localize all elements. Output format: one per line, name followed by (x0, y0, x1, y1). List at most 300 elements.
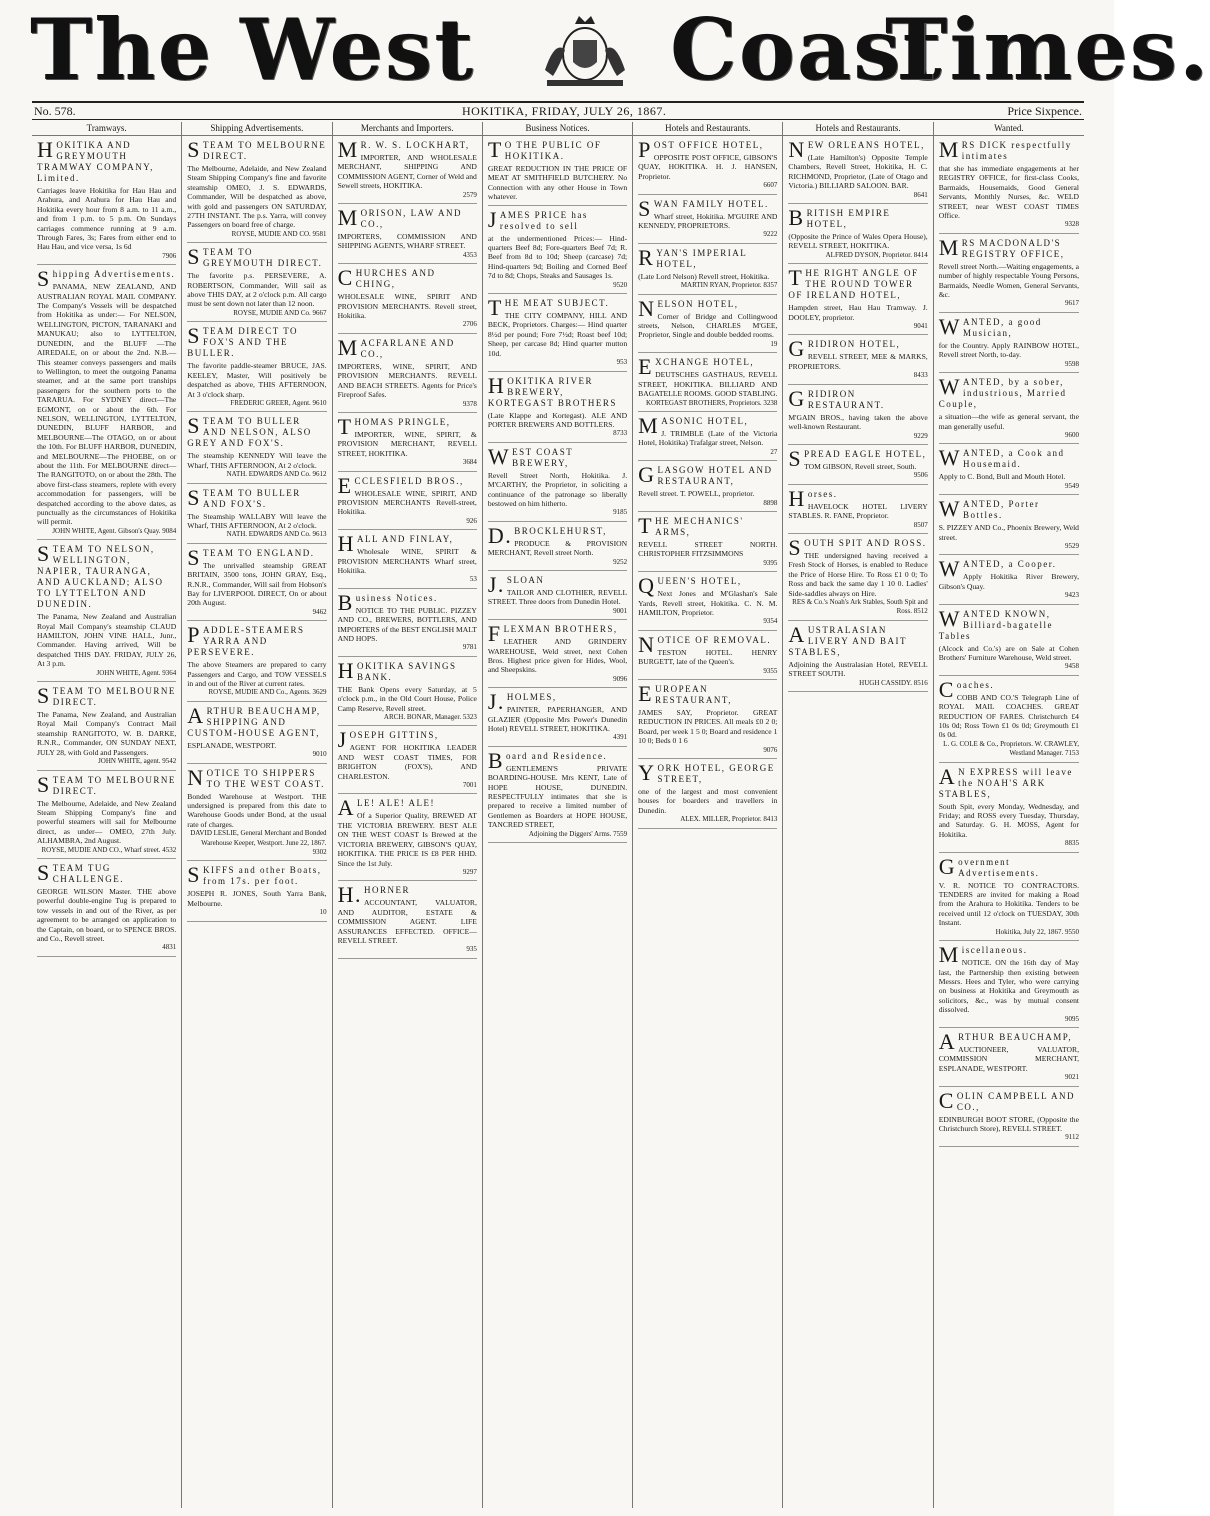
advertisement-reference: HUGH CASSIDY. 8516 (859, 678, 928, 687)
advertisement-title: YORK HOTEL, GEORGE STREET, (638, 760, 775, 786)
advertisement-reference: JOHN WHITE, agent. 9542 (98, 757, 177, 766)
advertisement-title: MRS DICK respectfully intimates (938, 137, 1072, 162)
advertisement (938, 556, 1079, 604)
advertisement-body: (Late Klappe and Kortegast). ALE AND PORTER BREWERS AND BOTTLERS. (487, 410, 628, 429)
column-header: Hotels and Restaurants. (633, 122, 782, 136)
advertisement-reference: 27 (770, 447, 778, 456)
issue-number: No. 578. (34, 104, 76, 118)
advertisement-body: one of the largest and most convenient houses for boarders and travellers in Dunedin. (638, 787, 778, 815)
advertisement-body: The Panama, New Zealand, and Australian Royal Mail Company's Contract Mail steamship RANGITOTO, W. B. DARKE, R.N.R., Commander, ON SUNDAY NEXT, JULY 28, with Gold and Passengers. (37, 710, 177, 757)
advertisement-title: SKIFFS and other Boats, from 17s. per foot. (187, 862, 322, 888)
advertisement-title: MACFARLANE AND CO., (337, 334, 455, 360)
place-and-date: HOKITIKA, FRIDAY, JULY 26, 1867. (462, 104, 667, 118)
advertisement-body: REVELL STREET NORTH. CHRISTOPHER FITZSIMMONS (638, 539, 778, 559)
advertisement-body: Revell street North.—Waiting engagements, a number of highly respectable Young Persons, Barmaids, Needle Women, General Servants, &c. (938, 261, 1079, 300)
dateline (32, 101, 1084, 120)
advertisement-title: H.HORNER (337, 882, 410, 908)
advertisement-title: ALE! ALE! ALE! (337, 795, 435, 821)
advertisement-reference: 7906 (162, 251, 177, 260)
advertisement-title: BRITISH EMPIRE HOTEL, (788, 205, 891, 231)
advertisement-body: IMPORTER, AND WHOLESALE MERCHANT, SHIPPING AND COMMISSION AGENT, Corner of Weld and Sewell streets, HOKITIKA. (337, 153, 477, 191)
advertisement-title: Coaches. (938, 676, 995, 702)
column-header: Hotels and Restaurants. (783, 122, 932, 136)
advertisement (487, 621, 628, 688)
advertisement (938, 137, 1079, 234)
advertisement-body: WHOLESALE WINE, SPIRIT AND PROVISION MERCHANTS. Revell street, Hokitika. (337, 292, 477, 321)
advertisement-reference: ROYSE, MUDIE AND CO., Wharf street. 4532 (41, 845, 177, 854)
advertisement-body: THE undersigned having received a Fresh Stock of Horses, is enabled to Reduce the Price of Horse Hire. To Ross £1 0 0; To Ross and back the same day 1 10 0. Ladies' Side-saddles always on Hire. (788, 550, 928, 598)
advertisement-reference: 8641 (913, 190, 928, 199)
advertisement-title: STEAM TUG CHALLENGE. (37, 859, 124, 885)
advertisement (187, 137, 327, 243)
advertisement-body: The steamship KENNEDY Will leave the Wharf, THIS AFTERNOON, At 2 o'clock. (187, 451, 327, 470)
advertisement (788, 445, 928, 485)
advertisement-title: TO THE PUBLIC OF HOKITIKA. (487, 137, 602, 162)
advertisement (938, 1087, 1079, 1147)
advertisement (337, 882, 477, 958)
advertisement-title: WANTED, by a sober, industrious, Married Couple, (938, 374, 1067, 410)
advertisement-body: AUCTIONEER, VALUATOR, COMMISSION MERCHANT, ESPLANADE, WESTPORT. (938, 1044, 1079, 1073)
advertisement-title: Board and Residence. (487, 747, 608, 773)
column-header: Merchants and Importers. (333, 122, 482, 136)
advertisement-title: Business Notices. (337, 589, 438, 615)
advertisement (788, 137, 928, 204)
advertisement (788, 265, 928, 335)
advertisement-title: SPREAD EAGLE HOTEL, (788, 445, 927, 471)
advertisement-body: IMPORTERS, WINE, SPIRIT, AND PROVISION MERCHANTS. REVELL AND BEACH STREETS. Agents for Price's Fireproof Safes. (337, 361, 477, 400)
advertisement-title: AUSTRALASIAN LIVERY AND BAIT STABLES, (788, 621, 907, 657)
advertisement-reference: 19 (770, 339, 778, 348)
advertisement-title: EUROPEAN RESTAURANT, (638, 681, 732, 706)
advertisement-title: J.SLOAN (487, 571, 545, 597)
advertisement-title: ECCLESFIELD BROS., (337, 472, 464, 498)
advertisement-body: Revell Street North, Hokitika. J. M'CARTHY, the Proprietor, in soliciting a continuance of the patronage so liberally bestowed on him hitherto. (487, 470, 628, 508)
advertisement-body: Hampden street, Hau Hau Tramway. J. DOOLEY, proprietor. (788, 303, 928, 322)
advertisement-title: STEAM TO ENGLAND. (187, 544, 315, 570)
advertisement (638, 681, 778, 759)
advertisement-reference: 9462 (312, 607, 327, 616)
advertisement-reference: 9185 (613, 508, 628, 517)
advertisement-body: that she has immediate engagements at her REGISTRY OFFICE, for first-class Cooks, Barmaids, Housemaids, Good General Servants, Monthly Nurses, &c. WELD STREET, near WEST COAST TIMES Office. (938, 164, 1079, 221)
column-4 (483, 122, 633, 1508)
advertisement (638, 760, 778, 829)
advertisement-title: EXCHANGE HOTEL, (638, 354, 755, 380)
column-header: Shipping Advertisements. (182, 122, 331, 136)
advertisement (337, 727, 477, 794)
advertisement-body: JOSEPH R. JONES, South Yarra Bank, Melbourne. (187, 889, 327, 908)
advertisement-body: (Alcock and Co.'s) are on Sale at Cohen Brothers' Furniture Warehouse, Weld street. (938, 643, 1079, 662)
advertisement (788, 385, 928, 445)
advertisement-body: TESTON HOTEL. HENRY BURGETT, late of the Queen's. (638, 647, 778, 667)
advertisement (638, 195, 778, 244)
advertisement-title: GRIDIRON HOTEL, (788, 336, 901, 362)
advertisement-reference: 9458 (1064, 662, 1079, 671)
advertisement-reference: ARCH. BONAR, Manager. 5323 (383, 713, 477, 722)
column-1 (32, 122, 182, 1508)
advertisement (938, 763, 1079, 853)
advertisement-title: HALL AND FINLAY, (337, 531, 454, 557)
advertisement-title: Miscellaneous. (938, 942, 1028, 968)
advertisement-reference: 4831 (162, 943, 177, 952)
advertisement-body: South Spit, every Monday, Wednesday, and Friday; and ROSS every Tuesday, Thursday, and Saturday. G. H. MOSS, Agent for Hokitika. (938, 801, 1079, 839)
advertisement-title: THOMAS PRINGLE, (337, 413, 451, 439)
advertisement (788, 534, 928, 621)
advertisement-body: WHOLESALE WINE, SPIRIT, AND PROVISION MERCHANTS Revell-street, Hokitika. (337, 488, 477, 517)
advertisement (487, 443, 628, 522)
advertisement (337, 205, 477, 264)
advertisement-reference: 4391 (613, 733, 628, 742)
advertisement (187, 323, 327, 412)
advertisement-title: SOUTH SPIT AND ROSS. (788, 534, 927, 560)
advertisement-body: AGENT FOR HOKITIKA LEADER AND WEST COAST TIMES, FOR BRIGHTON (FOX'S), AND CHARLESTON. (337, 743, 477, 781)
advertisement-title: WANTED, a Cooper. (938, 556, 1057, 582)
advertisement-reference: 9041 (913, 322, 928, 331)
advertisement-body: JAMES SAY, Proprietor. GREAT REDUCTION IN PRICES. All meals £0 2 0; Board, per week 1 5 0; Board and residence 1 10 0; Beds 0 1 6 (638, 708, 778, 746)
advertisement-body: IMPORTERS, COMMISSION AND SHIPPING AGENTS, WHARF STREET. (337, 232, 477, 251)
advertisement-reference: ALEX. MILLER, Proprietor. 8413 (680, 815, 778, 824)
advertisement-body: NOTICE TO THE PUBLIC. PIZZEY AND CO., BREWERS, BOTTLERS, AND IMPORTERS of the BEST ENGLISH MALT AND HOPS. (337, 605, 477, 643)
advertisement-reference: NATH. EDWARDS AND Co. 9612 (226, 470, 327, 479)
advertisement-body: (Late Hamilton's) Opposite Temple Chambers, Revell Street, Hokitika, H. C. RICHMOND, Proprietor, (Late of Otago and Victoria.) BILLIARD SALOON. BAR. (788, 153, 928, 191)
column-5 (633, 122, 783, 1508)
advertisement-reference: 9378 (462, 399, 477, 408)
advertisement-reference: L. G. COLE & Co., Proprietors. W. CRAWLEY, Westland Manager. 7153 (943, 739, 1079, 758)
advertisement-reference: 9600 (1064, 430, 1079, 439)
advertisement-reference: 9297 (462, 867, 477, 876)
advertisement-title: WANTED KNOWN, Billiard-bagatelle Tables (938, 605, 1053, 641)
advertisement-reference: 9021 (1064, 1073, 1079, 1082)
advertisement-body: PRODUCE & PROVISION MERCHANT, Revell street North. (487, 538, 628, 558)
advertisement-title: WANTED, a good Musician, (938, 313, 1042, 339)
advertisement (187, 702, 327, 764)
advertisement-reference: Adjoining the Diggers' Arms. 7559 (528, 829, 628, 838)
advertisement-title: Horses. (788, 485, 838, 511)
advertisement (187, 413, 327, 483)
advertisement (37, 541, 177, 682)
masthead-word-3: Coast (670, 0, 944, 99)
advertisement-body: THE Bank Opens every Saturday, at 5 o'clock p.m., in the Old Court House, Police Camp Reserve, Revell street. (337, 684, 477, 713)
advertisement-reference: 9001 (613, 606, 628, 615)
advertisement (187, 622, 327, 702)
advertisement-title: MORISON, LAW AND CO., (337, 205, 462, 231)
advertisement-reference: JOHN WHITE, Agent. 9364 (96, 668, 177, 677)
advertisement (638, 462, 778, 512)
advertisement (638, 512, 778, 572)
advertisement-body: The favorite p.s. PERSEVERE, A. ROBERTSON, Commander, Will sail as above THIS DAY, at 2 o'clock p.m. All cargo must be sent down not later than 12 noon. (187, 271, 327, 309)
advertisement-title: THE MECHANICS' ARMS, (638, 512, 744, 538)
column-6 (783, 122, 933, 1508)
column-3 (333, 122, 483, 1508)
advertisement-body: for the Country. Apply RAINBOW HOTEL, Revell street North, to-day. (938, 340, 1079, 360)
advertisement (487, 522, 628, 571)
advertisement-body: The above Steamers are prepared to carry Passengers and Cargo, and TOW VESSELS in and out of the River at current rates. (187, 660, 327, 688)
advertisement-title: ARTHUR BEAUCHAMP, (938, 1028, 1073, 1054)
advertisement-body: The favorite paddle-steamer BRUCE, JAS. KEELEY, Master, Will positively be despatched as above, THIS AFTERNOON, At 3 o'clock sharp. (187, 361, 327, 399)
advertisement-body: NOTICE. ON the 16th day of May last, the Partnership then existing between Messrs. Hees and Tyler, who were carrying on business at Hokitika and Greymouth as solicitors, &c., was by mutual consent dissolved. (938, 958, 1079, 1015)
advertisement-reference: 8733 (613, 429, 628, 438)
advertisement (487, 747, 628, 843)
advertisement-reference: 9222 (763, 230, 778, 239)
advertisement-body: ESPLANADE, WESTPORT. (187, 740, 277, 750)
masthead (30, 0, 1210, 99)
advertisement-reference: 8507 (913, 520, 928, 529)
advertisement (788, 485, 928, 534)
advertisement-reference: Hokitika, July 22, 1867. 9550 (995, 927, 1079, 936)
advertisement (37, 771, 177, 859)
advertisement-title: STEAM TO NELSON, WELLINGTON, NAPIER, TAURANGA, AND AUCKLAND; ALSO TO LYTTELTON AND DUNEDIN. (37, 541, 164, 610)
advertisement (938, 445, 1079, 495)
advertisement-title: RYAN'S IMPERIAL HOTEL, (638, 244, 747, 270)
advertisement-title: MRS MACDONALD'S REGISTRY OFFICE, (938, 234, 1065, 260)
advertisement-body: DEUTSCHES GASTHAUS, REVELL STREET, HOKITIKA. BILLIARD AND BAGATELLE ROOMS. GOOD STABLING. (638, 370, 778, 399)
advertisement-body: Adjoining the Australasian Hotel, REVELL STREET SOUTH. (788, 659, 928, 679)
advertisement-reference: 9095 (1064, 1014, 1079, 1023)
advertisement (337, 795, 477, 881)
advertisement (187, 764, 327, 862)
advertisement-reference: 6607 (763, 181, 778, 190)
column-header: Wanted. (934, 122, 1084, 136)
advertisement-body: OPPOSITE POST OFFICE, GIBSON'S QUAY, HOKITIKA. H. J. HANSEN, Proprietor. (638, 153, 778, 181)
advertisement-title: STEAM TO BULLER AND NELSON, ALSO GREY AND FOX'S. (187, 413, 312, 449)
advertisement-body: The Panama, New Zealand and Australian Royal Mail Company's steamship CLAUD HAMILTON, JOHN VINE HALL, Junr., Commander. Having arrived, Will be despatched THIS DAY. FRIDAY, JULY 26, At 3 p.m. (37, 612, 177, 669)
advertisement (938, 676, 1079, 763)
advertisement-reference: 9506 (913, 471, 928, 480)
advertisement (337, 137, 477, 204)
advertisement-body: IMPORTER, WINE, SPIRIT, & PROVISION MERCHANT, REVELL STREET, HOKITIKA. (337, 429, 477, 458)
advertisement-title: SWAN FAMILY HOTEL. (638, 195, 769, 221)
advertisement (337, 265, 477, 334)
advertisement-reference: 9252 (613, 557, 628, 566)
advertisement (938, 234, 1079, 313)
advertisement-reference: JOHN WHITE, Agent. Gibson's Quay. 9084 (52, 526, 177, 535)
advertisement-body: a situation—the wife as general servant, the man generally useful. (938, 412, 1079, 431)
advertisement-title: THE MEAT SUBJECT. (487, 295, 610, 321)
advertisement-body: PAINTER, PAPERHANGER, AND GLAZIER (Opposite Mrs Power's Dunedin Hotel) REVELL STREET, HOKITIKA. (487, 705, 628, 734)
advertisement-title: QUEEN'S HOTEL, (638, 573, 742, 599)
advertisement-body: Apply Hokitika River Brewery, Gibson's Quay. (938, 572, 1079, 591)
advertisement (187, 244, 327, 322)
advertisement (187, 484, 327, 544)
advertisement (487, 372, 628, 443)
advertisement-body: V. R. NOTICE TO CONTRACTORS. TENDERS are invited for making a Road from the Arahura to Hokitika. Tenders to be received until 12 o'clock on TUESDAY, 30th Instant. (938, 880, 1079, 928)
advertisement-title: JAMES PRICE has resolved to sell (487, 206, 588, 232)
advertisement-reference: MARTIN RYAN, Proprietor. 8357 (680, 281, 778, 290)
advertisement-title: NOTICE OF REMOVAL. (638, 631, 772, 657)
advertisement-body: Wharf street, Hokitika. M'GUIRE AND KENNEDY, PROPRIETORS. (638, 211, 778, 231)
advertisement-reference: 9229 (913, 431, 928, 440)
advertisement-body: ACCOUNTANT, VALUATOR, AND AUDITOR, ESTATE & COMMISSION AGENT. LIFE ASSURANCES EFFECTED. OFFICE—REVELL STREET. (337, 898, 477, 945)
advertisement-title: NEW ORLEANS HOTEL, (788, 137, 925, 162)
advertisement (337, 531, 477, 589)
advertisement-title: MASONIC HOTEL, (638, 412, 749, 438)
advertisement-title: FLEXMAN BROTHERS, (487, 621, 618, 647)
advertisement-body: REVELL STREET, MEE & MARKS, PROPRIETORS. (788, 352, 928, 371)
column-header: Tramways. (32, 122, 181, 136)
advertisement (487, 137, 628, 206)
advertisement-reference: 7001 (462, 781, 477, 790)
advertisement-reference: 9010 (312, 750, 327, 759)
advertisement-body: The Melbourne, Adelaide, and New Zealand Steam Shipping Company's fine and favorite steamship OMEO, J. S. EDWARDS, Commander, Will be despatched as above, with gold and passengers ON SATURDAY, 27TH INSTANT. The p.s. Yarra, will convey Passengers on board free of charge. (187, 164, 327, 230)
advertisement-reference: 9598 (1064, 359, 1079, 368)
advertisement-title: NELSON HOTEL, (638, 295, 739, 321)
advertisement-reference: 3684 (462, 458, 477, 467)
advertisement-title: NOTICE TO SHIPPERS TO THE WEST COAST. (187, 764, 325, 790)
advertisement-body: GENTLEMEN'S PRIVATE BOARDING-HOUSE. Mrs KENT, Late of HOPE HOUSE, DUNEDIN. RESPECTFULLY intimates that she is prepared to receive a limited number of Gentlemen as Boarders at HOPE HOUSE, TANCRED STREET, (487, 763, 628, 830)
advertisement (337, 334, 477, 413)
advertisement (487, 571, 628, 620)
advertisement-body: LEATHER AND GRINDERY WAREHOUSE, Weld street, next Cohen Bros. Highest price given for Hides, Wool, and Sheepskins. (487, 637, 628, 675)
advertisement-reference: 9328 (1064, 220, 1079, 229)
advertisement (638, 354, 778, 412)
advertisement-body: THE CITY COMPANY, HILL AND BECK, Proprietors. Charges:— Hind quarter 8½d per pound; Fore 7½d; Roast beef 10d; Sheep, per carcase 8d; Hind quarter mutton 10d. (487, 311, 628, 358)
advertisement-reference: 2706 (462, 320, 477, 329)
advertisement-title: HOKITIKA SAVINGS BANK. (337, 657, 457, 683)
advertisement-reference: 9112 (1065, 1133, 1079, 1142)
advertisement (187, 862, 327, 921)
advertisement (37, 266, 177, 540)
advertisement-reference: DAVID LESLIE, General Merchant and Bonded Warehouse Keeper, Westport. June 22, 1867. 9302 (190, 829, 327, 857)
advertisement-title: GLASGOW HOTEL AND RESTAURANT, (638, 462, 773, 488)
advertisement (638, 244, 778, 295)
advertisement-body: Wholesale WINE, SPIRIT & PROVISION MERCHANTS Wharf street, Hokitika. (337, 547, 477, 575)
advertisement-body: Of a Superior Quality, BREWED AT THE VICTORIA BREWERY. BEST ALE ON THE WEST COAST Is Brewed at the VICTORIA BREWERY, GIBSON'S QUAY, HOKITIKA. THE PRICE IS £8 PER HHD. Since the 1st July. (337, 811, 477, 868)
advertisement-reference: 935 (466, 945, 477, 954)
advertisement-title: STEAM DIRECT TO FOX'S AND THE BULLER. (187, 323, 299, 359)
advertisement-body: J. TRIMBLE (Late of the Victoria Hotel, Hokitika) Trafalgar street, Nelson. (638, 428, 778, 448)
advertisement (638, 295, 778, 354)
advertisement-body: HAVELOCK HOTEL LIVERY STABLES. R. FANE, Proprietor. (788, 501, 928, 521)
advertisement (37, 683, 177, 770)
advertisement (487, 206, 628, 294)
advertisement (938, 313, 1079, 373)
advertisement (788, 621, 928, 692)
advertisement-body: TOM GIBSON, Revell street, South. (804, 461, 917, 471)
advertisement-reference: 9529 (1064, 541, 1079, 550)
advertisement-body: at the undermentioned Prices:— Hind-quarters Beef 8d; Fore-quarters Beef 7d; R. Beef from 8d to 10d; Sheep (carcase) 7d; Hind-quarters 9d; Boiling and Corned Beef 7d to 8d; Chops, Steaks and Sausages 1s. (487, 233, 628, 281)
advertisement-reference: 9423 (1064, 591, 1079, 600)
advertisement (187, 544, 327, 621)
advertisement-title: GRIDIRON RESTAURANT. (788, 385, 885, 411)
advertisement-body: Carriages leave Hokitika for Hau Hau and Arahura, and Arahura for Hau Hau and Hokitika every hour from 8 a.m. to 11 a.m., and from 1 p.m. to 5 p.m. On Sundays carriages commence running at 9 a.m. Through Fares, 3s; Fares from either end to Hau Hau, and vice versa, 1s 6d (37, 186, 177, 252)
advertisement (337, 657, 477, 727)
advertisement-reference: ALFRED DYSON, Proprietor. 8414 (825, 250, 928, 259)
advertisement-body: The Steamship WALLABY Will leave the Wharf, THIS AFTERNOON, At 2 o'clock. (187, 511, 327, 530)
advertisement-body: S. PIZZEY AND Co., Phoenix Brewery, Weld street. (938, 523, 1079, 542)
advertisement-reference: 926 (466, 516, 477, 525)
advertisement-title: Government Advertisements. (938, 853, 1040, 879)
advertisement (37, 859, 177, 957)
advertisement-reference: 4353 (462, 250, 477, 259)
advertisement-body: EDINBURGH BOOT STORE, (Opposite the Christchurch Store), REVELL STREET. (938, 1114, 1079, 1133)
advertisement-body: M'GAIN BROS., having taken the above well-known Restaurant. (788, 412, 928, 432)
advertisement (638, 137, 778, 195)
advertisement (337, 413, 477, 472)
advertisement (487, 295, 628, 371)
advertisement-title: MR. W. S. LOCKHART, (337, 137, 470, 162)
column-2 (182, 122, 332, 1508)
advertisement (938, 942, 1079, 1028)
royal-coat-of-arms-icon (525, 10, 645, 90)
advertisement-title: J.HOLMES, (487, 689, 557, 715)
advertisement (638, 412, 778, 461)
advertisement-body: Apply to C. Bond, Bull and Mouth Hotel. (938, 472, 1066, 482)
advertisement-title: WANTED, Porter Bottles. (938, 496, 1040, 522)
advertisement-reference: RES & Co.'s Noah's Ark Stables, South Spit and Ross. 8512 (792, 597, 928, 616)
price: Price Sixpence. (1007, 104, 1082, 118)
advertisement-body: Corner of Bridge and Collingwood streets, Nelson, CHARLES M'GEE, Proprietor, Single and double bedded rooms. (638, 311, 778, 340)
masthead-word-1: The (30, 0, 214, 99)
advertisement-title: STEAM TO BULLER AND FOX'S. (187, 484, 301, 510)
advertisement-reference: 9520 (613, 280, 628, 289)
advertisement-reference: ROYSE, MUDIE AND Co., Agents. 3629 (208, 688, 327, 697)
advertisement-title: STEAM TO MELBOURNE DIRECT. (37, 771, 176, 797)
advertisement-title: WEST COAST BREWERY, (487, 443, 574, 469)
advertisement-reference: 9355 (763, 666, 778, 675)
advertisement-title: STEAM TO MELBOURNE DIRECT. (37, 683, 176, 709)
advertisement-body: Bonded Warehouse at Westport. THE undersigned is prepared from this date to Warehouse Goods under Bond, at the usual rate of charges. (187, 791, 327, 829)
advertisement (938, 496, 1079, 555)
advertisement-title: JOSEPH GITTINS, (337, 727, 439, 753)
advertisement-reference: 10 (319, 908, 327, 917)
advertisement (487, 689, 628, 747)
advertisement-body: GEORGE WILSON Master. THE above powerful double-engine Tug is prepared to tow vessels in and out of the River, as per agreement to be arranged on application to the Captain, on board, or to SPENCE BROS. and Co., Revell street. (37, 886, 177, 943)
advertisement-title: WANTED, a Cook and Housemaid. (938, 445, 1065, 471)
advertisement-reference: 8433 (913, 371, 928, 380)
advertisement-reference: 9354 (763, 617, 778, 626)
advertisement-title: AN EXPRESS will leave the NOAH'S ARK STABLES, (938, 763, 1073, 799)
advertisement-reference: 2579 (462, 190, 477, 199)
advertisement-reference: 53 (469, 575, 477, 584)
advertisement-body: The Melbourne, Adelaide, and New Zealand Steam Shipping Company's fine and powerful steamers will sail for Melbourne direct, as under— OMEO, 27th July. ALHAMBRA, 2nd August. (37, 798, 177, 846)
advertisement-title: HOKITIKA RIVER BREWERY, KORTEGAST BROTHERS (487, 372, 617, 408)
advertisement-body: (Late Lord Nelson) Revell street, Hokitika. (638, 271, 770, 281)
advertisement-reference: 953 (616, 358, 628, 367)
advertisement-body: (Opposite the Prince of Wales Opera House), REVELL STREET, HOKITIKA. (788, 232, 928, 251)
advertisement (638, 573, 778, 631)
columns-container (32, 122, 1084, 1508)
masthead-word-2: West (240, 0, 476, 99)
masthead-word-4: Times. (885, 0, 1210, 99)
advertisement (638, 631, 778, 680)
advertisement-reference: 8835 (1064, 839, 1079, 848)
advertisement-title: Shipping Advertisements. (37, 266, 176, 292)
advertisement-reference: 9076 (763, 745, 778, 754)
advertisement-reference: 8898 (763, 498, 778, 507)
advertisement-reference: 9395 (763, 558, 778, 567)
advertisement-title: HOKITIKA AND GREYMOUTH TRAMWAY COMPANY, Limited. (37, 137, 154, 183)
advertisement (337, 472, 477, 531)
advertisement (788, 336, 928, 384)
advertisement-body: The unrivalled steamship GREAT BRITAIN, 3500 tons, JOHN GRAY, Esq., R.N.R., Commander, Will sail from Hobson's Bay for LIVERPOOL DIRECT, On or about 20th August. (187, 560, 327, 608)
advertisement (938, 605, 1079, 676)
advertisement-title: D.BROCKLEHURST, (487, 522, 607, 548)
advertisement (938, 1028, 1079, 1087)
advertisement (788, 205, 928, 264)
advertisement-reference: NATH. EDWARDS AND Co. 9613 (226, 530, 327, 539)
advertisement-title: STEAM TO MELBOURNE DIRECT. (187, 137, 327, 162)
advertisement (37, 137, 177, 265)
advertisement (938, 853, 1079, 941)
advertisement-title: THE RIGHT ANGLE OF THE ROUND TOWER OF IRELAND HOTEL, (788, 265, 919, 301)
column-7 (934, 122, 1084, 1508)
advertisement-body: COBB AND CO.'S Telegraph Line of ROYAL MAIL COACHES. GREAT REDUCTION OF FARES. Christchurch £4 10s 0d; Ross Town £1 0s 0d; Greymouth £1 0s 0d. (938, 692, 1079, 740)
advertisement-title: ARTHUR BEAUCHAMP, SHIPPING AND CUSTOM-HOUSE AGENT, (187, 702, 321, 738)
advertisement-title: CHURCHES AND CHING, (337, 265, 436, 291)
advertisement-body: PANAMA, NEW ZEALAND, AND AUSTRALIAN ROYAL MAIL COMPANY. The Company's Vessels will be despatched from Hokitika as under:— For NELSON, WELLINGTON, PICTON, TARANAKI and MANUKAU; also to LYTTELTON, DUNEDIN, and the BLUFF —The AIREDALE, on or about the 2nd. N.B.—This steamer conveys passengers and mails to Wellington, to meet the outgoing Panama steamer, and at the same port tranships passengers for the southern ports to the TARARUA. For SYDNEY direct—The EGMONT, on or about the 6th. For NELSON, WELLINGTON, LYTTELTON, DUNEDIN, BLUFF HARBOR, and MELBOURNE—The OTAGO, on or about the 10th. For BLUFF HARBOR, DUNEDIN, and MELBOURNE—The PHOEBE, on or about the 11th. For MELBOURNE direct—The RANGITOTO, on or about the 28th. The above first-class steamers, replete with every accommodation for passengers, will be despatched according to the above dates, as punctually as the circumstances of Hokitika will permit. (37, 282, 177, 527)
advertisement-reference: 9549 (1064, 481, 1079, 490)
advertisement-body: GREAT REDUCTION IN THE PRICE OF MEAT AT SMITHFIELD BUTCHERY. No Connection with any other House in Town whatever. (487, 164, 628, 202)
advertisement-body: Revell street. T. POWELL, proprietor. (638, 489, 755, 499)
